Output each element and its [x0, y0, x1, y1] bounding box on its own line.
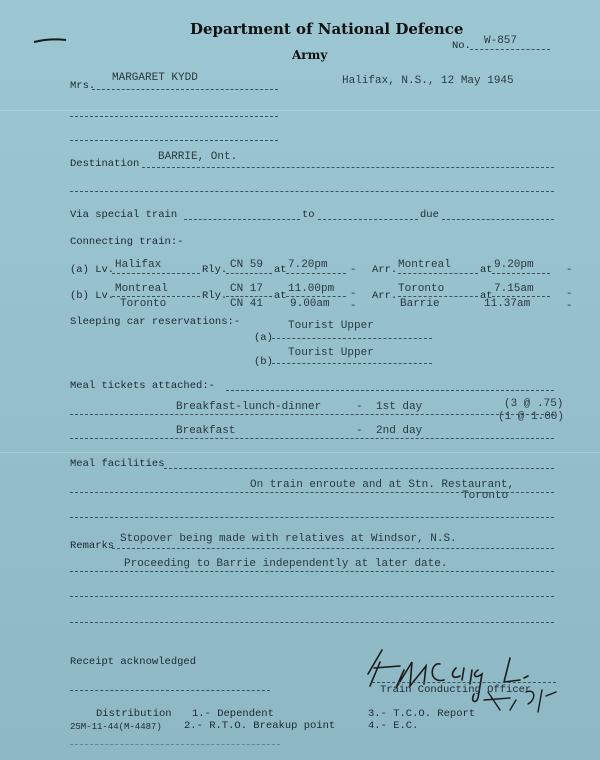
row-a-to: Montreal	[398, 259, 451, 271]
facilities-line2-rule	[70, 517, 554, 518]
row-a-time-line	[286, 273, 346, 274]
facilities-line1: On train enroute and at Stn. Restaurant,	[250, 479, 515, 491]
distribution-label: Distribution	[96, 708, 172, 720]
address-line	[70, 140, 278, 141]
paper-fold	[0, 452, 600, 453]
receipt-line	[70, 690, 270, 691]
distribution-item3: 3.- T.C.O. Report	[368, 708, 476, 720]
signature-title: Train Conducting Officer	[380, 684, 532, 696]
row-a-dash2: -	[566, 264, 573, 276]
remarks-label: Remarks	[70, 540, 115, 552]
via-line	[184, 219, 300, 220]
meals-rate1: (3 @ .75)	[504, 398, 564, 410]
row-c-from: Toronto	[120, 298, 167, 310]
row-b-at2-label: at	[480, 290, 493, 302]
paper-fold	[0, 110, 600, 111]
document-title: Department of National Defence	[190, 20, 464, 38]
row-b-to-line	[398, 296, 478, 297]
number-line	[470, 49, 550, 50]
row-b-arr-time-line	[492, 296, 550, 297]
destination-label: Destination	[70, 158, 140, 170]
remarks-line1-rule	[112, 548, 554, 549]
row-a-arr-label: Arr.	[372, 264, 398, 276]
recipient-label: Mrs.	[70, 80, 96, 92]
via-to-line	[318, 219, 418, 220]
row-b-arr-time: 7.15am	[494, 283, 534, 295]
connecting-label: Connecting train:-	[70, 236, 184, 248]
row-b-from-line	[112, 296, 200, 297]
facilities-label: Meal facilities	[70, 458, 165, 470]
row-c-to: Barrie	[400, 298, 440, 310]
recipient-line	[92, 89, 278, 90]
remarks-line2: Proceeding to Barrie independently at later date.	[124, 558, 448, 570]
row-b-time: 11.00pm	[288, 283, 335, 295]
row-b-prefix: (b) Lv.	[70, 290, 115, 302]
sleeping-a-value: Tourist Upper	[288, 320, 374, 332]
meals-line1-dash: -	[356, 401, 363, 413]
via-label: Via special train	[70, 209, 178, 221]
distribution-item2: 2.- R.T.O. Breakup point	[184, 720, 336, 732]
row-a-at2-label: at	[480, 264, 493, 276]
via-due-line	[442, 219, 554, 220]
facilities-line	[164, 468, 554, 469]
via-to-label: to	[302, 209, 315, 221]
row-b-from: Montreal	[115, 283, 168, 295]
meals-line2: Breakfast	[176, 425, 236, 437]
row-b-dash: -	[350, 288, 357, 300]
row-b-rly: CN 17	[230, 283, 264, 295]
place-date: Halifax, N.S., 12 May 1945	[342, 75, 514, 87]
row-a-from: Halifax	[115, 259, 162, 271]
row-b-at-label: at	[274, 290, 287, 302]
document-subtitle: Army	[292, 48, 328, 62]
remarks-line4-rule	[70, 622, 554, 623]
row-a-from-line	[112, 273, 200, 274]
receipt-label: Receipt acknowledged	[70, 656, 197, 668]
row-c-dash2: -	[566, 300, 573, 312]
row-a-at-label: at	[274, 264, 287, 276]
remarks-line2-rule	[70, 571, 554, 572]
signature-line	[372, 682, 556, 683]
row-b-dash2: -	[566, 288, 573, 300]
row-b-rly-line	[226, 296, 272, 297]
row-a-rly: CN 59	[230, 259, 264, 271]
meals-line	[226, 390, 554, 391]
sleeping-b-line	[272, 363, 432, 364]
sleeping-label: Sleeping car reservations:-	[70, 316, 241, 328]
form-code: 25M-11-44(M-4487)	[70, 722, 162, 732]
row-c-time: 9.00am	[290, 298, 330, 310]
row-c-dash: -	[350, 300, 357, 312]
number-label: No.	[452, 40, 471, 52]
row-a-rly-line	[226, 273, 272, 274]
row-a-time: 7.20pm	[288, 259, 328, 271]
address-line	[70, 116, 278, 117]
row-a-prefix: (a) Lv.	[70, 264, 115, 276]
distribution-item1: 1.- Dependent	[192, 708, 274, 720]
officer-signature	[360, 640, 570, 716]
meals-rate2: (1 @ 1.00)	[498, 411, 565, 423]
meals-line2-rule	[70, 438, 554, 439]
row-b-to: Toronto	[398, 283, 445, 295]
row-a-dash: -	[350, 264, 357, 276]
meals-line2-dash: -	[356, 425, 363, 437]
bottom-line	[70, 744, 280, 745]
row-c-rly: CN 41	[230, 298, 264, 310]
sleeping-a-label: (a)	[254, 332, 273, 344]
row-b-time-line	[286, 296, 346, 297]
sleeping-b-label: (b)	[254, 356, 273, 368]
destination-line	[142, 167, 554, 168]
pen-mark	[32, 36, 68, 46]
number-value: W-857	[484, 35, 518, 47]
meals-line2-day: 2nd day	[376, 425, 423, 437]
row-a-arr-time: 9.20pm	[494, 259, 534, 271]
destination-line-2	[70, 191, 554, 192]
row-a-rly-label: Rly.	[202, 264, 228, 276]
distribution-item4: 4.- E.C.	[368, 720, 419, 732]
meals-line1: Breakfast-lunch-dinner	[176, 401, 322, 413]
remarks-line3-rule	[70, 596, 554, 597]
row-a-arr-time-line	[492, 273, 550, 274]
recipient-name: MARGARET KYDD	[112, 72, 198, 84]
row-a-to-line	[398, 273, 478, 274]
row-c-arr-time: 11.37am	[484, 298, 531, 310]
meals-line1-rule	[70, 414, 554, 415]
destination-value: BARRIE, Ont.	[158, 151, 238, 163]
via-due-label: due	[420, 209, 439, 221]
meals-line1-day: 1st day	[376, 401, 423, 413]
remarks-line1: Stopover being made with relatives at Windsor, N.S.	[120, 533, 457, 545]
sleeping-b-value: Tourist Upper	[288, 347, 374, 359]
row-b-arr-label: Arr.	[372, 290, 398, 302]
row-b-rly-label: Rly.	[202, 290, 228, 302]
sleeping-a-line	[272, 338, 432, 339]
facilities-line2: Toronto	[462, 490, 509, 502]
meals-label: Meal tickets attached:-	[70, 380, 215, 392]
facilities-line1-rule	[70, 492, 554, 493]
